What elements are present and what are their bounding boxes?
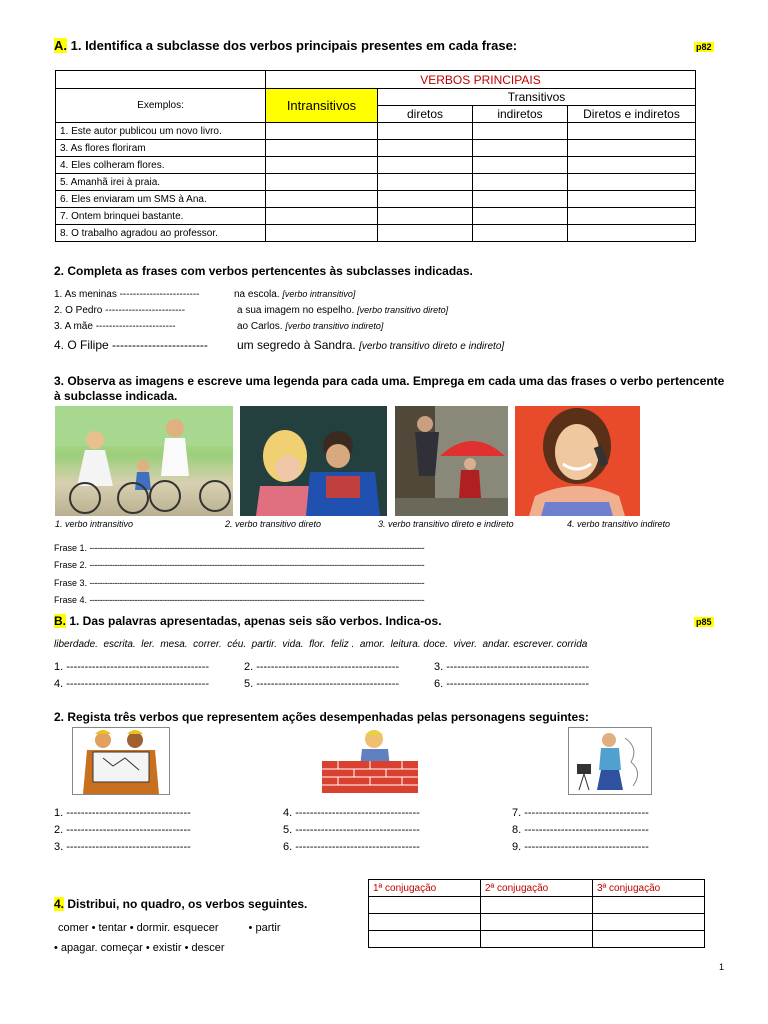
- table-row: [369, 897, 705, 914]
- q2-lines: [54, 289, 754, 359]
- indiretos-header: indiretos: [473, 106, 568, 123]
- answer-slot[interactable]: 5. ---------------------------------------: [244, 678, 400, 690]
- q2-title: 2. Completa as frases com verbos pertencentes às subclasses indicadas.: [54, 264, 473, 278]
- q3-title: 3. Observa as imagens e escreve uma legenda para cada uma. Emprega em cada uma das frases o verbo pertencente à subclasse indicada.: [54, 374, 725, 403]
- umbrella-image: [395, 406, 508, 516]
- frase-line[interactable]: Frase 2. --------------------------------------------------------------------------------------------------------------------------------------: [54, 560, 425, 571]
- caption-1: 1. verbo intransitivo: [55, 519, 134, 529]
- table-row: 1. Este autor publicou um novo livro.: [56, 123, 696, 140]
- section-a-letter: A.: [54, 38, 67, 53]
- table-row: 5. Amanhã irei à praia.: [56, 174, 696, 191]
- answer-slot[interactable]: 9. ----------------------------------: [512, 841, 649, 853]
- intransitivos-header: Intransitivos: [266, 89, 378, 123]
- exemplos-header: Exemplos:: [56, 89, 266, 123]
- frases-block: [54, 540, 424, 609]
- conj-header-3: 3ª conjugação: [593, 880, 705, 897]
- b1-slots: [54, 661, 694, 695]
- verbs-table: [55, 70, 696, 242]
- verbos-principais-header: VERBOS PRINCIPAIS: [266, 71, 696, 89]
- frase-line[interactable]: Frase 1. --------------------------------------------------------------------------------------------------------------------------------------: [54, 543, 425, 553]
- diretos-indiretos-header: Diretos e indiretos: [568, 106, 696, 123]
- answer-slot[interactable]: 1. ---------------------------------------: [54, 661, 210, 673]
- page-tag-p82: p82: [696, 42, 712, 52]
- answer-slot[interactable]: 3. ----------------------------------: [54, 841, 191, 853]
- answer-slot[interactable]: 6. ---------------------------------------: [434, 678, 590, 690]
- answer-slot[interactable]: 7. ----------------------------------: [512, 807, 649, 819]
- diretos-header: diretos: [378, 106, 473, 123]
- caption-4: 4. verbo transitivo indireto: [567, 519, 671, 529]
- frase-line[interactable]: Frase 4. --------------------------------------------------------------------------------------------------------------------------------------: [54, 594, 425, 605]
- frase-line[interactable]: Frase 3. --------------------------------------------------------------------------------------------------------------------------------------: [54, 577, 425, 588]
- table-row: 6. Eles enviaram um SMS à Ana.: [56, 191, 696, 208]
- answer-slot[interactable]: 2. ----------------------------------: [54, 824, 191, 836]
- page-tag-p85: p85: [696, 617, 712, 627]
- table-row: 3. As flores floriram: [56, 140, 696, 157]
- q4-verbs-line-2: • apagar. começar • existir • descer: [54, 942, 225, 954]
- table-row: 4. Eles colheram flores.: [56, 157, 696, 174]
- q2-line-2: 2. O Pedro ------------------------ a sua imagem no espelho. [verbo transitivo direto]: [54, 305, 449, 316]
- section-a-title: A. 1. Identifica a subclasse dos verbos principais presentes em cada frase:: [54, 38, 518, 53]
- word-list: liberdade. escrita. ler. mesa. correr. céu. partir. vida. flor. feliz . amor. leitura. doce. viver. andar. escrever. corrida: [54, 639, 588, 650]
- phone-girl-image: [515, 406, 640, 516]
- section-b-letter: B.: [54, 614, 66, 628]
- answer-slot[interactable]: 2. ---------------------------------------: [244, 661, 400, 673]
- q2-line-4: 4. O Filipe ------------------------ um segredo à Sandra. [verbo transitivo direto e indireto]: [54, 338, 505, 352]
- q2-line-1: 1. As meninas ------------------------ na escola. [verbo intransitivo]: [54, 289, 356, 300]
- conj-header-1: 1ª conjugação: [369, 880, 481, 897]
- answer-slot[interactable]: 4. ----------------------------------: [283, 807, 420, 819]
- q2b-slots: [54, 807, 694, 859]
- caption-3: 3. verbo transitivo direto e indireto: [378, 519, 514, 529]
- q2-line-3: 3. A mãe ------------------------ ao Carlos. [verbo transitivo indireto]: [54, 321, 384, 332]
- q4-verbs-line-1: comer • tentar • dormir. esquecer • partir: [58, 922, 281, 934]
- q4-number: 4.: [54, 897, 65, 911]
- answer-slot[interactable]: 3. ---------------------------------------: [434, 661, 590, 673]
- table-row: 7. Ontem brinquei bastante.: [56, 208, 696, 225]
- conj-header-2: 2ª conjugação: [481, 880, 593, 897]
- q2b-title: 2. Regista três verbos que representem ações desempenhadas pelas personagens seguintes:: [54, 710, 589, 724]
- table-row: 8. O trabalho agradou ao professor.: [56, 225, 696, 242]
- answer-slot[interactable]: 4. ---------------------------------------: [54, 678, 210, 690]
- answer-slot[interactable]: 8. ----------------------------------: [512, 824, 649, 836]
- answer-slot[interactable]: 6. ----------------------------------: [283, 841, 420, 853]
- cameraman-image: [568, 727, 652, 795]
- answer-slot[interactable]: 5. ----------------------------------: [283, 824, 420, 836]
- children-image: [240, 406, 387, 516]
- section-b-title: B. 1. Das palavras apresentadas, apenas seis são verbos. Indica-os.: [54, 614, 442, 628]
- caption-2: 2. verbo transitivo direto: [225, 519, 322, 529]
- table-row: [369, 931, 705, 948]
- answer-slot[interactable]: 1. ----------------------------------: [54, 807, 191, 819]
- workers-map-image: [72, 727, 170, 795]
- conjugation-table: [368, 879, 705, 948]
- transitivos-header: Transitivos: [378, 89, 696, 106]
- page-number: 1: [719, 962, 725, 972]
- cyclists-image: [55, 406, 233, 516]
- bricklayer-image: [322, 727, 418, 793]
- table-row: [369, 914, 705, 931]
- q4-title: 4. Distribui, no quadro, os verbos seguintes.: [54, 897, 308, 911]
